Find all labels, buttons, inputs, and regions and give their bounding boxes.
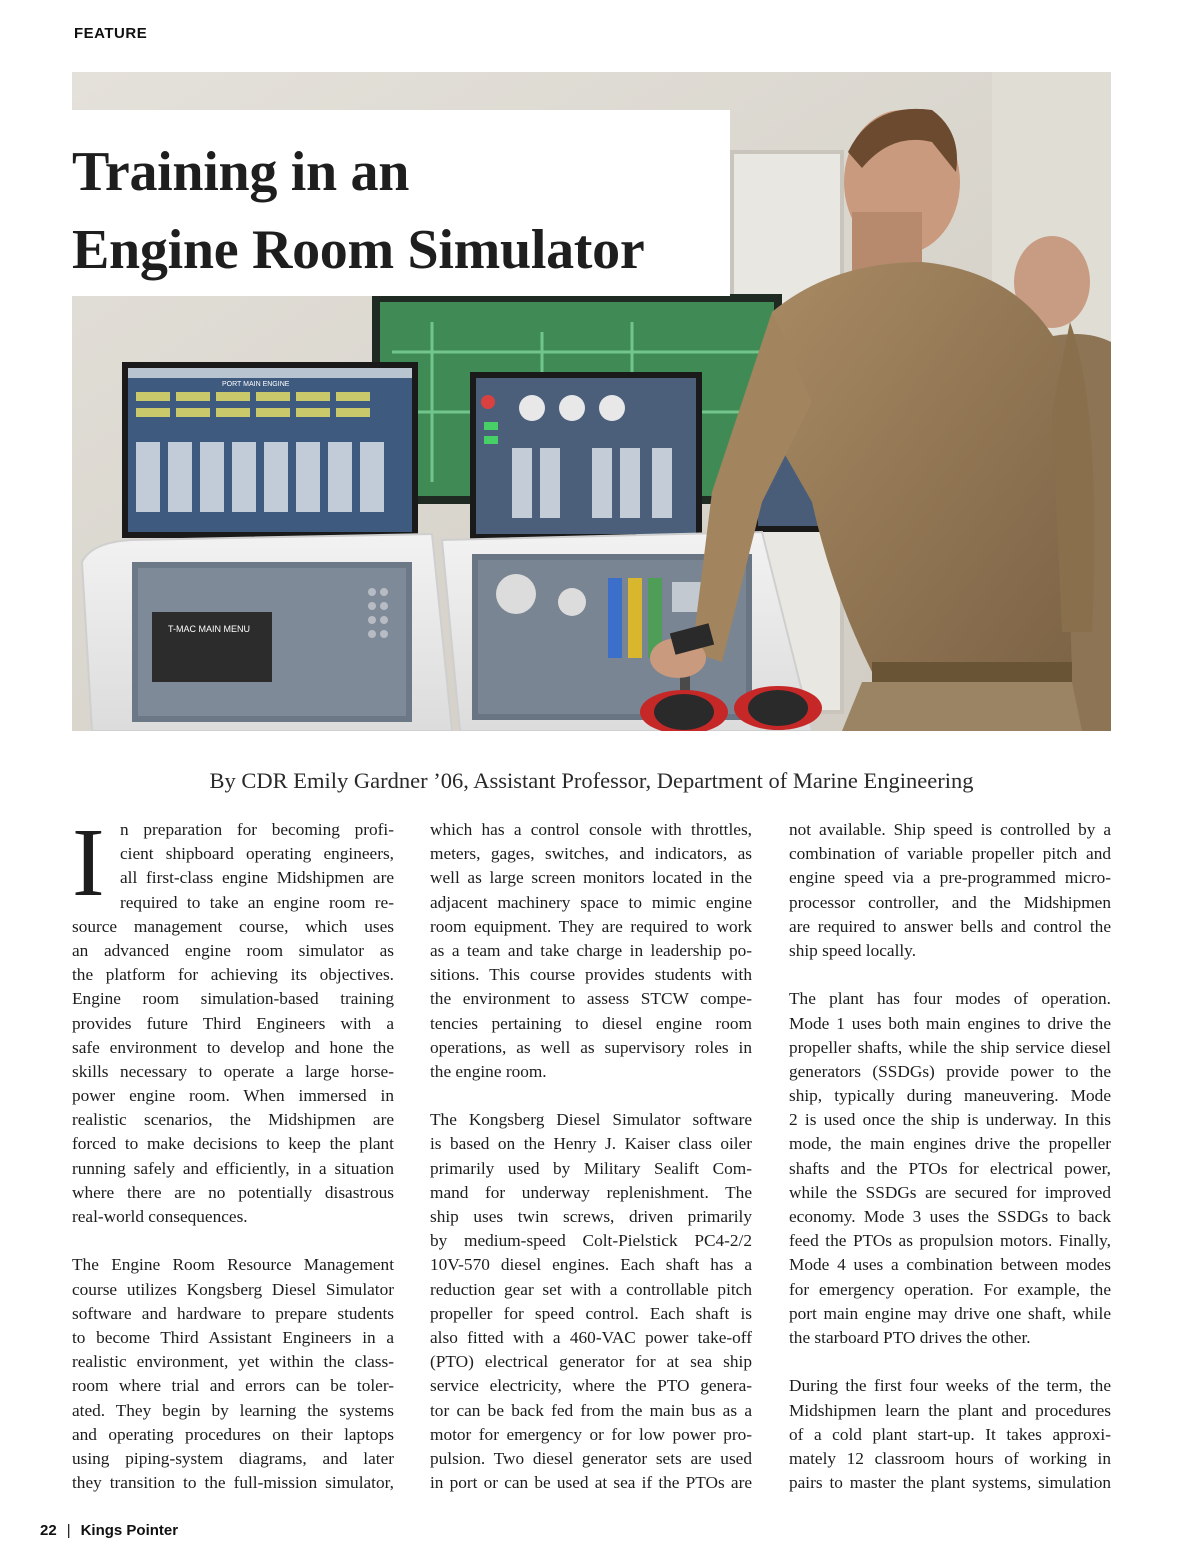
- text-line: cient shipboard operating engineers,: [120, 844, 394, 864]
- console-screen-left: [132, 562, 412, 722]
- text-line: not available. Ship speed is controlled by a: [789, 820, 1111, 839]
- text-line: they transition to the full-mission simulator,: [72, 1473, 394, 1493]
- text-line: motor for emergency or for low power pro-: [430, 1424, 752, 1444]
- article-title-line-1: Training in an: [72, 141, 410, 203]
- text-line: combination of variable propeller pitch and: [789, 844, 1111, 864]
- text-line: engine speed via a pre-programmed micro-: [789, 868, 1111, 888]
- text-line: (PTO) electrical generator for at sea ship: [430, 1352, 752, 1372]
- paragraph-gap: [430, 1084, 752, 1108]
- text-line: and operating procedures on their laptops: [72, 1424, 394, 1444]
- title-box: [72, 110, 730, 296]
- monitor-center: [470, 372, 702, 540]
- text-line: of a cold plant start-up. It takes approxi-: [789, 1424, 1111, 1444]
- text-line: 2 is used once the ship is underway. In this: [789, 1110, 1111, 1130]
- text-line: generators (SSDGs) provide power to the: [789, 1061, 1111, 1081]
- text-line: in port or can be used at sea if the PTOs are: [430, 1473, 752, 1493]
- article-column-2: [430, 818, 752, 1495]
- article-column-3: [789, 818, 1111, 1495]
- text-line: mode, the main engines drive the propeller: [789, 1134, 1111, 1154]
- text-line: tor can be back fed from the main bus as a: [430, 1400, 752, 1420]
- monitor-label: PORT MAIN ENGINE: [222, 381, 290, 388]
- text-line: During the first four weeks of the term, the: [789, 1376, 1111, 1396]
- page-number: 22: [40, 1522, 57, 1539]
- text-line: propeller for speed control. Each shaft is: [430, 1303, 752, 1323]
- text-line: required to take an engine room re-: [120, 892, 394, 912]
- text-line: also fitted with a 460-VAC power take-off: [430, 1327, 752, 1347]
- paragraph-gap: [789, 1350, 1111, 1374]
- text-line: 10V-570 diesel engines. Each shaft has a: [430, 1255, 752, 1275]
- text-line: economy. Mode 3 uses the SSDGs to back: [789, 1207, 1111, 1226]
- text-line: course utilizes Kongsberg Diesel Simulator: [72, 1279, 394, 1299]
- text-line: all first-class engine Midshipmen are: [120, 868, 394, 888]
- text-line: provides future Third Engineers with a: [72, 1013, 394, 1033]
- text-line: Midshipmen learn the plant and procedures: [789, 1400, 1111, 1420]
- text-line: The Engine Room Resource Management: [72, 1255, 394, 1275]
- text-line: port main engine may drive one shaft, while: [789, 1303, 1111, 1323]
- text-line: the environment to assess STCW compe-: [430, 989, 752, 1009]
- text-line: power engine room. When immersed in: [72, 1086, 394, 1106]
- text-line: room equipment. They are required to work: [430, 916, 752, 936]
- text-line: processor controller, and the Midshipmen: [789, 892, 1111, 912]
- text-line: ship uses twin screws, driven primarily: [430, 1207, 752, 1226]
- text-line: forced to make decisions to keep the plant: [72, 1134, 394, 1154]
- text-line: the platform for achieving its objectives.: [72, 965, 394, 985]
- text-line: the starboard PTO drives the other.: [789, 1327, 1031, 1347]
- text-line: are required to answer bells and control the: [789, 916, 1111, 936]
- text-line: real-world consequences.: [72, 1207, 248, 1226]
- text-line: software and hardware to prepare students: [72, 1303, 394, 1323]
- publication-name: Kings Pointer: [80, 1522, 179, 1539]
- console-menu-label: T-MAC MAIN MENU: [168, 624, 250, 634]
- text-line: feed the PTOs as propulsion motors. Finally,: [789, 1231, 1111, 1251]
- text-line: realistic environment, yet within the class-: [72, 1352, 394, 1372]
- text-line: room where trial and errors can be toler-: [72, 1376, 394, 1396]
- text-line: where there are no potentially disastrous: [72, 1182, 394, 1202]
- text-line: mately 12 classroom hours of working in: [789, 1448, 1111, 1468]
- text-line: propeller shafts, while the ship service diesel: [789, 1037, 1111, 1057]
- text-line: to become Third Assistant Engineers in a: [72, 1327, 394, 1347]
- text-line: using piping-system diagrams, and later: [72, 1448, 394, 1468]
- article-title-line-2: Engine Room Simulator: [72, 219, 645, 281]
- text-line: adjacent machinery space to mimic engine: [430, 892, 752, 912]
- text-line: source management course, which uses: [72, 916, 394, 936]
- text-line: reduction gear set with a controllable pitch: [430, 1279, 752, 1299]
- byline: By CDR Emily Gardner ’06, Assistant Professor, Department of Marine Engineering: [209, 768, 974, 793]
- text-line: is based on the Henry J. Kaiser class oiler: [430, 1134, 752, 1154]
- text-line: pairs to master the plant systems, simulation: [789, 1473, 1111, 1493]
- footer-separator: |: [66, 1522, 71, 1539]
- paragraph-gap: [72, 1229, 394, 1253]
- text-line: meters, gages, switches, and indicators, as: [430, 844, 752, 864]
- text-line: ated. They begin by learning the systems: [72, 1400, 394, 1420]
- text-line: primarily used by Military Sealift Com-: [430, 1158, 752, 1178]
- monitor-left: [122, 362, 418, 546]
- text-line: running safely and efficiently, in a situation: [72, 1158, 394, 1178]
- text-line: ship, typically during maneuvering. Mode: [789, 1086, 1111, 1106]
- article-column-1: [72, 809, 394, 1495]
- text-line: as a team and take charge in leadership po-: [430, 940, 752, 960]
- page-footer: [40, 1522, 178, 1539]
- text-line: pulsion. Two diesel generator sets are used: [430, 1448, 752, 1468]
- text-line: which has a control console with throttles,: [430, 820, 752, 839]
- text-line: skills necessary to operate a large horse-: [72, 1061, 394, 1081]
- text-line: shafts and the PTOs for electrical power,: [789, 1158, 1111, 1178]
- text-line: the engine room.: [430, 1061, 547, 1081]
- text-line: ship speed locally.: [789, 940, 917, 960]
- text-line: Mode 4 uses a combination between modes: [789, 1255, 1111, 1275]
- paragraph-gap: [789, 963, 1111, 987]
- text-line: n preparation for becoming profi-: [120, 820, 394, 839]
- text-line: Engine room simulation-based training: [72, 989, 394, 1009]
- text-line: The plant has four modes of operation.: [789, 989, 1111, 1009]
- text-line: while the SSDGs are secured for improved: [789, 1182, 1111, 1202]
- text-line: sitions. This course provides students with: [430, 965, 752, 985]
- text-line: safe environment to develop and hone the: [72, 1037, 394, 1057]
- text-line: Mode 1 uses both main engines to drive the: [789, 1013, 1111, 1033]
- text-line: an advanced engine room simulator as: [72, 940, 394, 960]
- text-line: operations, as well as supervisory roles in: [430, 1037, 752, 1057]
- text-line: service electricity, where the PTO genera-: [430, 1376, 752, 1396]
- drop-cap: I: [72, 809, 105, 917]
- text-line: by medium-speed Colt-Pielstick PC4-2/2: [430, 1231, 752, 1251]
- text-line: realistic scenarios, the Midshipmen are: [72, 1110, 394, 1130]
- text-line: tencies pertaining to diesel engine room: [430, 1013, 752, 1033]
- text-line: mand for underway replenishment. The: [430, 1182, 752, 1202]
- text-line: for emergency operation. For example, the: [789, 1279, 1111, 1299]
- section-label: FEATURE: [74, 25, 148, 42]
- text-line: The Kongsberg Diesel Simulator software: [430, 1110, 752, 1130]
- text-line: well as large screen monitors located in the: [430, 868, 752, 888]
